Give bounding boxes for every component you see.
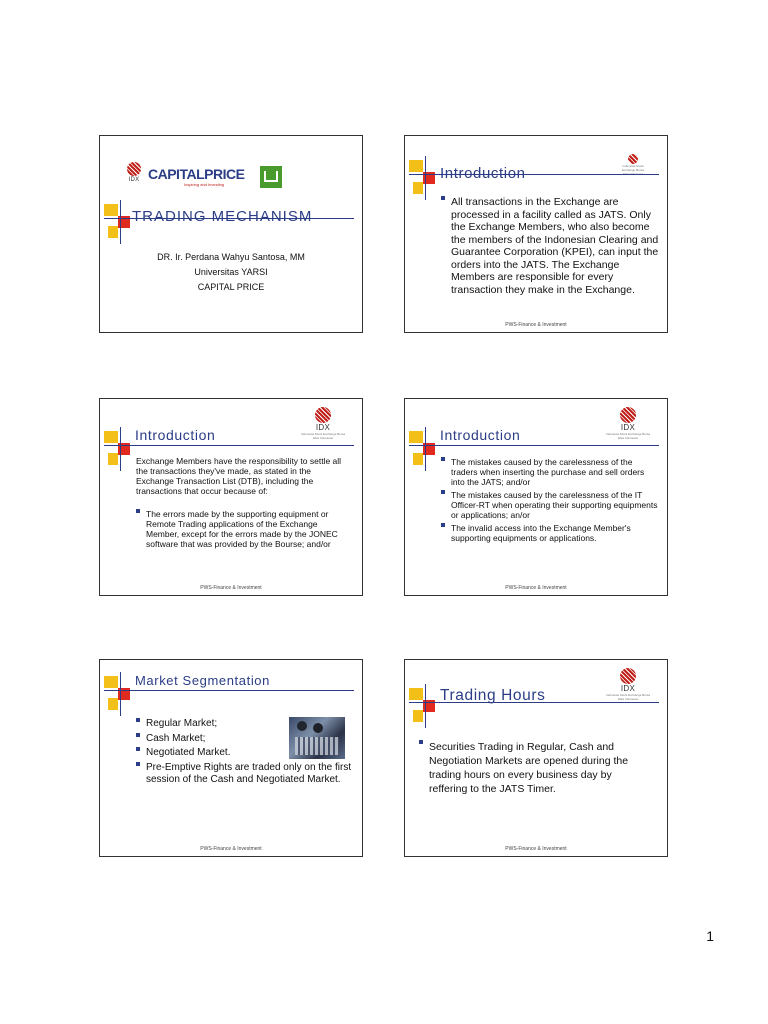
list-item: All transactions in the Exchange are processed in a facility called as JATS. Only the Exchange Members, who also become the members of the Indonesian Clearing and Guarantee Corporation (KPEI), can input the orders into the JATS. The Exchange Members are responsible for every transaction they make in the Exchange.: [441, 196, 661, 296]
bullet-list: [419, 740, 649, 796]
list-item: Pre-Emptive Rights are traded only on the first session of the Cash and Negotiated Market.: [136, 762, 356, 787]
bullet-list: [441, 457, 659, 543]
author-name: DR. Ir. Perdana Wahyu Santosa, MM: [157, 252, 305, 262]
corner-decoration: [104, 672, 134, 716]
page-number: 1: [706, 928, 714, 944]
idx-ball-icon: [620, 668, 636, 684]
slide-footer: PWS-Finance & Investment: [505, 322, 567, 328]
idx-ball-icon: [620, 407, 636, 423]
slide-title: [99, 135, 363, 333]
slide-title-text: Introduction: [440, 427, 521, 443]
slide-introduction-1: [404, 135, 668, 333]
yarsi-logo: [260, 166, 282, 188]
idx-ball-icon: [127, 162, 141, 176]
slide-title-text: Introduction: [440, 165, 526, 182]
idx-ball-icon: [628, 154, 638, 164]
corner-decoration: [409, 156, 439, 200]
slide-footer: PWS-Finance & Investment: [505, 585, 567, 591]
list-item: The mistakes caused by the carelessness of the traders when inserting the purchase and sell orders into the JATS; and/or: [441, 457, 659, 487]
list-item: The errors made by the supporting equipment or Remote Trading applications of the Exchange Member, except for the errors made by the JONEC software that was provided by the Bourse; and/or: [136, 509, 350, 549]
idx-logo: IDX: [122, 162, 146, 185]
list-item: Regular Market;: [136, 718, 286, 731]
idx-logo: IDX Indonesia Stock Exchange Bursa Efek Indonesia: [605, 407, 651, 440]
slide-trading-hours: [404, 659, 668, 857]
slide-title-text: Trading Hours: [440, 687, 546, 704]
corner-decoration: [104, 200, 134, 244]
bullet-list: [136, 718, 352, 787]
slide-title-text: Market Segmentation: [135, 673, 270, 688]
bullet-list: [441, 196, 661, 296]
list-item: The invalid access into the Exchange Member's supporting equipments or applications.: [441, 523, 659, 543]
author-company: CAPITAL PRICE: [197, 282, 265, 292]
slide-introduction-3: [404, 398, 668, 596]
idx-logo: Indonesia Stock Exchange Bursa: [619, 154, 647, 176]
list-item: Cash Market;: [136, 733, 286, 746]
idx-logo: IDX Indonesia Stock Exchange Bursa Efek Indonesia: [300, 407, 346, 440]
slide-title-text: Introduction: [135, 427, 216, 443]
slide-market-segmentation: [99, 659, 363, 857]
idx-logo: IDX Indonesia Stock Exchange Bursa Efek Indonesia: [605, 668, 651, 701]
slide-introduction-2: [99, 398, 363, 596]
slide-footer: PWS-Finance & Investment: [200, 585, 262, 591]
corner-decoration: [409, 684, 439, 728]
list-item: The mistakes caused by the carelessness of the IT Officer-RT when operating their supporting equipments or applications; an/or: [441, 490, 659, 520]
corner-decoration: [409, 427, 439, 471]
corner-decoration: [104, 427, 134, 471]
slide-footer: PWS-Finance & Investment: [505, 846, 567, 852]
intro-paragraph: Exchange Members have the responsibility to settle all the transactions they've made, as stated in the Exchange Transaction List (DTB), including the transactions that occur because of:: [136, 456, 342, 496]
list-item: Negotiated Market.: [136, 747, 286, 760]
trading-floor-photo: [289, 717, 345, 759]
bullet-list: [136, 509, 350, 549]
slide-title-text: TRADING MECHANISM: [132, 208, 313, 225]
author-university: Universitas YARSI: [194, 267, 268, 277]
idx-ball-icon: [315, 407, 331, 423]
list-item: Securities Trading in Regular, Cash and Negotiation Markets are opened during the trading hours on every business day by reffering to the JATS Timer.: [419, 740, 649, 796]
slide-footer: PWS-Finance & Investment: [200, 846, 262, 852]
author-block: [100, 250, 362, 295]
capital-price-logo: CAPITALPRICE Inspiring and Investing: [148, 166, 245, 187]
